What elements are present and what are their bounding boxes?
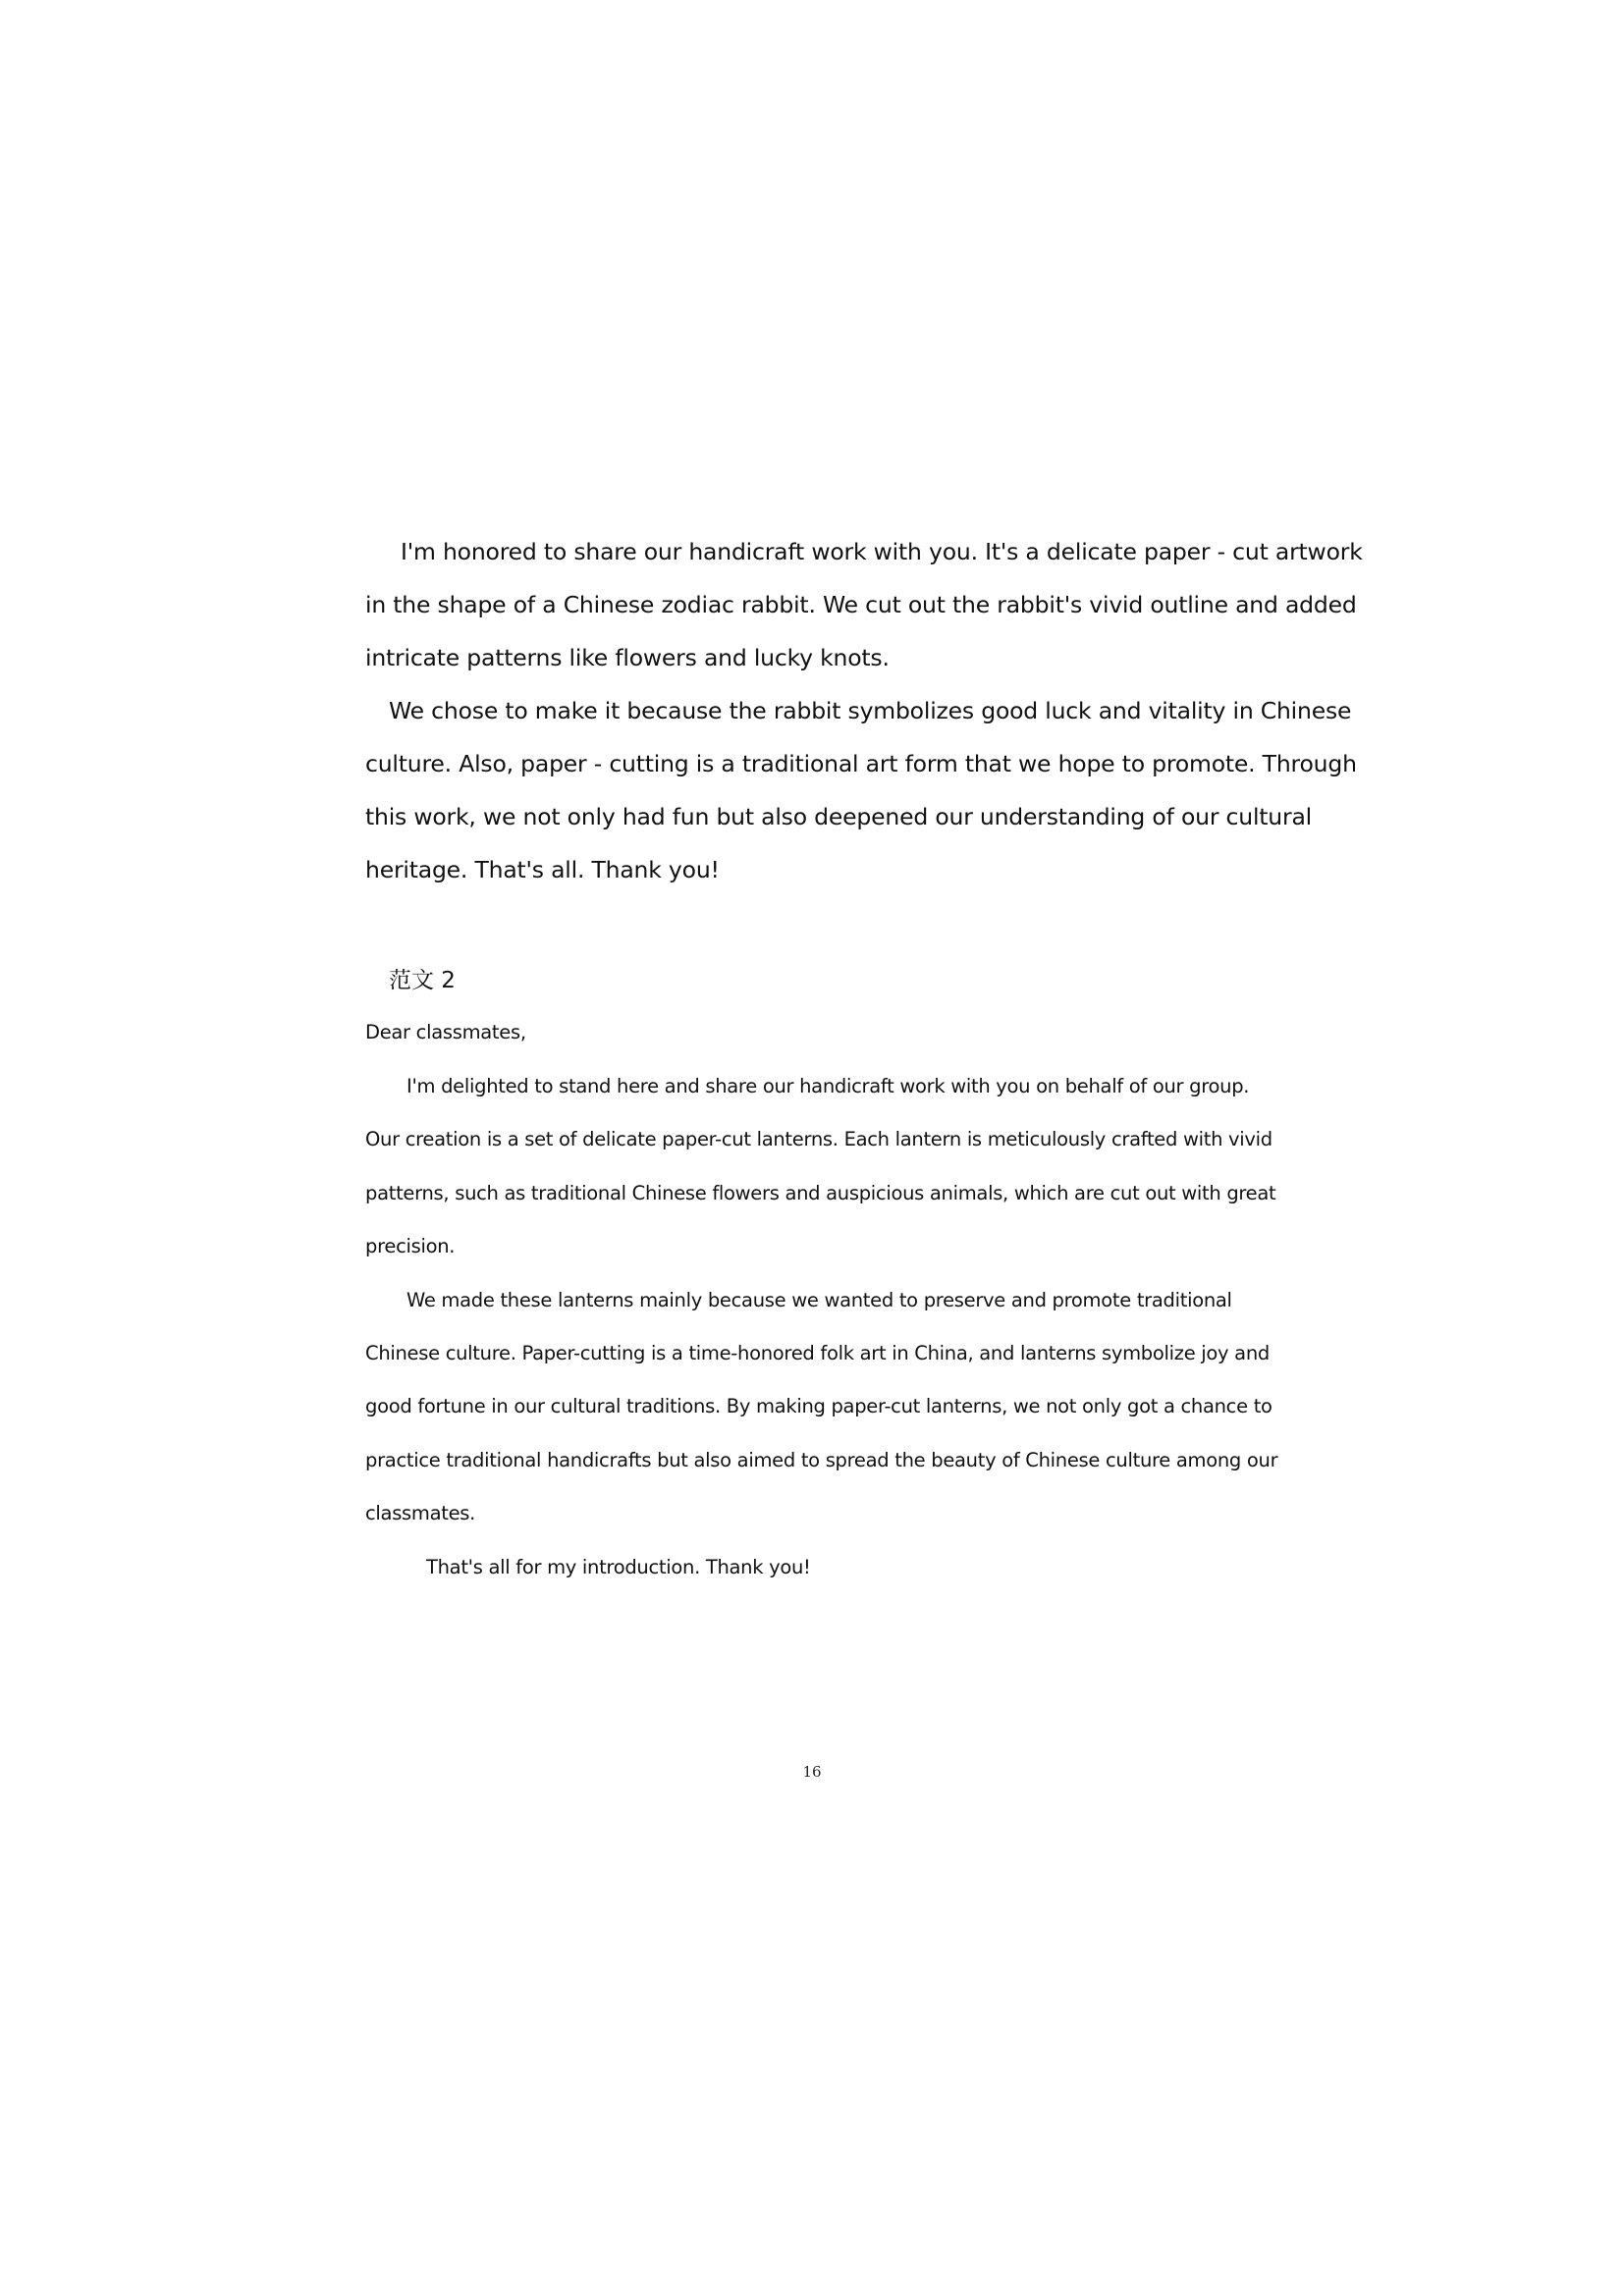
- essay-2-line: classmates.: [365, 1502, 476, 1524]
- essay-2-line: We made these lanterns mainly because we wanted to preserve and promote traditional: [406, 1289, 1232, 1311]
- essay-1-line: in the shape of a Chinese zodiac rabbit. We cut out the rabbit's vivid outline and added: [365, 591, 1357, 618]
- essay-1-line: intricate patterns like flowers and lucky knots.: [365, 644, 890, 671]
- essay-2-heading: 范文 2: [389, 968, 456, 993]
- essay-2-line: Our creation is a set of delicate paper-cut lanterns. Each lantern is meticulously crafted with vivid: [365, 1128, 1272, 1150]
- essay-1-line: heritage. That's all. Thank you!: [365, 856, 720, 883]
- essay-1-line: culture. Also, paper - cutting is a traditional art form that we hope to promote. Through: [365, 750, 1357, 777]
- closing-line: That's all for my introduction. Thank you!: [426, 1556, 811, 1578]
- essay-2-line: patterns, such as traditional Chinese flowers and auspicious animals, which are cut out with great: [365, 1182, 1276, 1204]
- page-number: 16: [802, 1763, 822, 1781]
- essay-1-line: I'm honored to share our handicraft work with you. It's a delicate paper - cut artwork: [401, 538, 1363, 565]
- salutation: Dear classmates,: [365, 1021, 526, 1043]
- essay-1-line: this work, we not only had fun but also deepened our understanding of our cultural: [365, 803, 1312, 830]
- essay-2-line: good fortune in our cultural traditions. By making paper-cut lanterns, we not only got a chance to: [365, 1395, 1272, 1417]
- essay-2-line: precision.: [365, 1235, 456, 1257]
- essay-2-line: practice traditional handicrafts but also aimed to spread the beauty of Chinese culture among our: [365, 1449, 1278, 1471]
- essay-2-line: Chinese culture. Paper-cutting is a time-honored folk art in China, and lanterns symbolize joy and: [365, 1342, 1270, 1364]
- essay-1-line: We chose to make it because the rabbit symbolizes good luck and vitality in Chinese: [389, 697, 1352, 724]
- essay-2-line: I'm delighted to stand here and share our handicraft work with you on behalf of our group.: [406, 1075, 1250, 1097]
